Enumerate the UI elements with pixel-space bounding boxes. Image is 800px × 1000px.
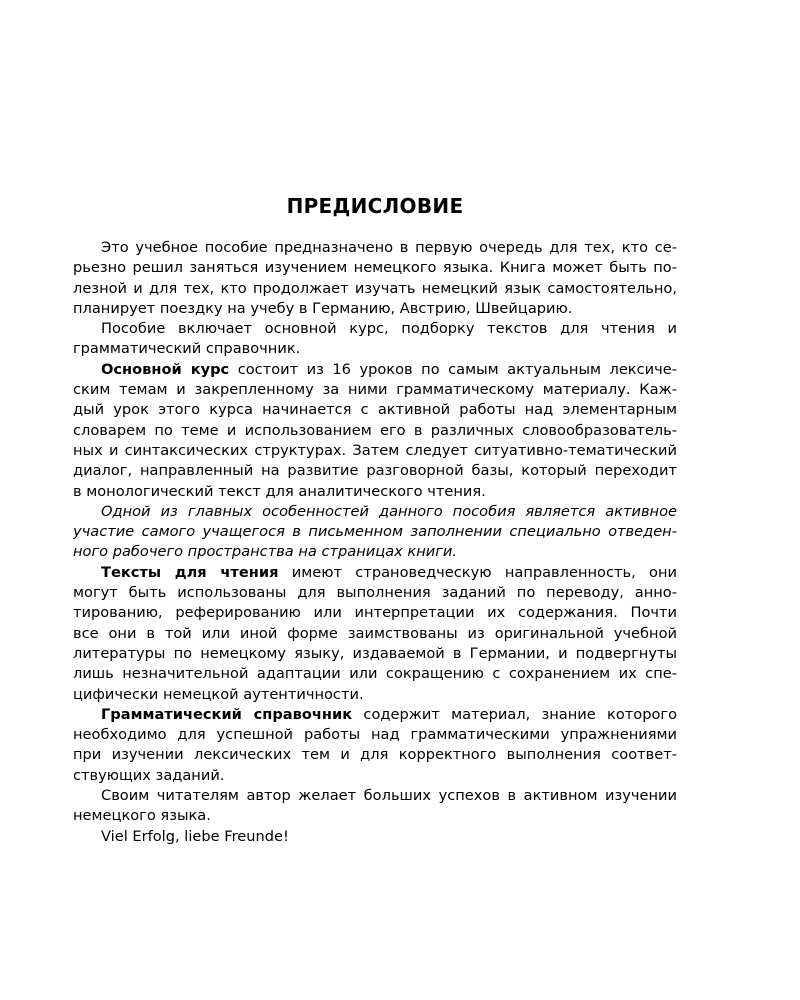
text-line: диалог, направленный на развитие разговорной базы, который переходит [73,462,677,480]
text-line: необходимо для успешной работы над грамматическими упражнениями [73,726,677,744]
text-line: все они в той или иной форме заимствованы из оригинальной учебной [73,624,677,642]
paragraph-wishes [73,786,677,827]
text-line: планирует поездку на учебу в Германию, Австрию, Швейцарию. [73,299,573,317]
text-fragment: содержит материал, знание которого [352,705,677,723]
text-line [73,705,677,725]
paragraph-closing [73,827,677,847]
text-line: Это учебное пособие предназначено в первую очередь для тех, кто се- [101,239,677,256]
text-line: тированию, реферированию или интерпретации их содержания. Почти [73,604,677,622]
text-line: словарем по теме и использованием его в различных словообразователь- [73,421,677,439]
text-line: Viel Erfolg, liebe Freunde! [101,827,289,845]
text-line: при изучении лексических тем и для корректного выполнения соответ- [73,746,677,764]
term-grammar-reference: Грамматический справочник [101,705,353,723]
text-line: участие самого учащегося в письменном заполнении специально отведен- [73,523,677,541]
paragraph-main-course [73,360,677,502]
paragraph-contents [73,319,677,360]
text-line [73,563,677,583]
text-line: ного рабочего пространства на страницах книги. [73,543,458,561]
text-line: ных и синтаксических структурах. Затем следует ситуативно-тематический [73,441,677,459]
text-line: немецкого языка. [73,807,211,825]
preface-page [73,192,677,847]
text-line: ствующих заданий. [73,766,225,784]
text-line: лезной и для тех, кто продолжает изучать немецкий язык самостоятельно, [73,279,677,297]
text-line: дый урок этого курса начинается с активной работы над элементарным [73,401,677,419]
text-line: Пособие включает основной курс, подборку текстов для чтения и [101,320,677,338]
body-text [73,238,677,847]
text-line: Своим читателям автор желает больших успехов в активном изучении [101,787,677,805]
term-main-course: Основной курс [101,360,230,378]
text-line: ским темам и закрепленному за ними грамматическому материалу. Каж- [73,381,677,399]
text-line: рьезно решил заняться изучением немецкого языка. Книга может быть по- [73,259,677,277]
text-line: лишь незначительной адаптации или сокращению с сохранением их спе- [73,665,677,683]
text-line: Одной из главных особенностей данного пособия является активное [101,502,677,520]
paragraph-reading-texts [73,563,677,705]
text-line: грамматический справочник. [73,340,301,358]
text-line: в монологический текст для аналитического чтения. [73,482,486,500]
paragraph-intro [73,238,677,319]
text-line: могут быть использованы для выполнения заданий по переводу, анно- [73,584,677,602]
paragraph-feature [73,502,677,563]
text-line: цифически немецкой аутентичности. [73,685,364,703]
paragraph-grammar-reference [73,705,677,786]
text-line: литературы по немецкому языку, издаваемой в Германии, и подвергнуты [73,644,677,662]
text-fragment: имеют страноведческую направленность, они [278,563,677,581]
text-line [73,360,677,380]
term-reading-texts: Тексты для чтения [101,563,279,581]
text-fragment: состоит из 16 уроков по самым актуальным лексиче- [229,360,677,378]
page-title: ПРЕДИСЛОВИЕ [286,194,464,218]
